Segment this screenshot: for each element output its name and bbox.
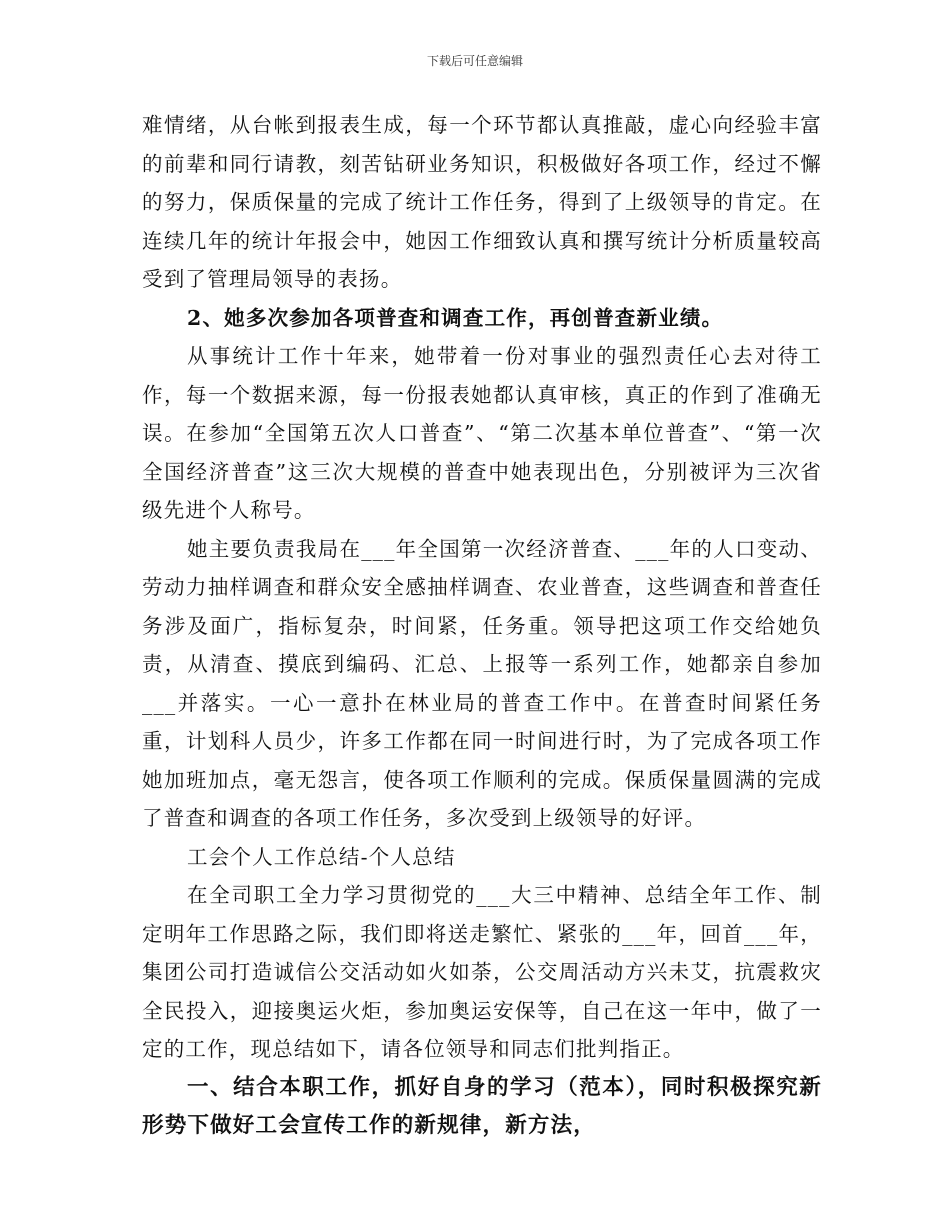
paragraph-census-duties: 她主要负责我局在___年全国第一次经济普查、___年的人口变动、劳动力抽样调查和群众安全感抽样调查、农业普查，这些调查和普查任务涉及面广，指标复杂，时间紧，任务重。领导把这项工作交给她负责，从清查、摸底到编码、汇总、上报等一系列工作，她都亲自参加___并落实。一心一意扑在林业局的普查工作中。在普查时间紧任务重，计划科人员少，许多工作都在同一时间进行时，为了完成各项工作她加班加点，毫无怨言，使各项工作顺利的完成。保质保量圆满的完成了普查和调查的各项工作任务，多次受到上级领导的好评。: [142, 536, 822, 830]
section-heading-study: 一、结合本职工作，抓好自身的学习（范本），同时积极探究新形势下做好工会宣传工作的新规律，新方法，: [142, 1074, 822, 1138]
section-heading-census: 2、她多次参加各项普查和调查工作，再创普查新业绩。: [187, 305, 724, 330]
paragraph-work-summary: 难情绪，从台帐到报表生成，每一个环节都认真推敲，虚心向经验丰富的前辈和同行请教，刻苦钻研业务知识，积极做好各项工作，经过不懈的努力，保质保量的完成了统计工作任务，得到了上级领导的肯定。在连续几年的统计年报会中，她因工作细致认真和撰写统计分析质量较高受到了管理局领导的表扬。: [142, 113, 822, 291]
paragraph-union-intro: 在全司职工全力学习贯彻党的___大三中精神、总结全年工作、制定明年工作思路之际，我们即将送走繁忙、紧张的___年，回首___年，集团公司打造诚信公交活动如火如荼，公交周活动方兴未艾，抗震救灾全民投入，迎接奥运火炬，参加奥运安保等，自己在这一年中，做了一定的工作，现总结如下，请各位领导和同志们批判指正。: [142, 883, 822, 1061]
paragraph-census-record: 从事统计工作十年来，她带着一份对事业的强烈责任心去对待工作，每一个数据来源，每一份报表她都认真审核，真正的作到了准确无误。在参加“全国第五次人口普查”、“第二次基本单位普查”、“第一次全国经济普查”这三次大规模的普查中她表现出色，分别被评为三次省级先进个人称号。: [142, 344, 822, 522]
article-title: 工会个人工作总结-个人总结: [187, 844, 456, 869]
page-header: 下载后可任意编辑: [426, 54, 523, 68]
document-body: [142, 106, 822, 1146]
